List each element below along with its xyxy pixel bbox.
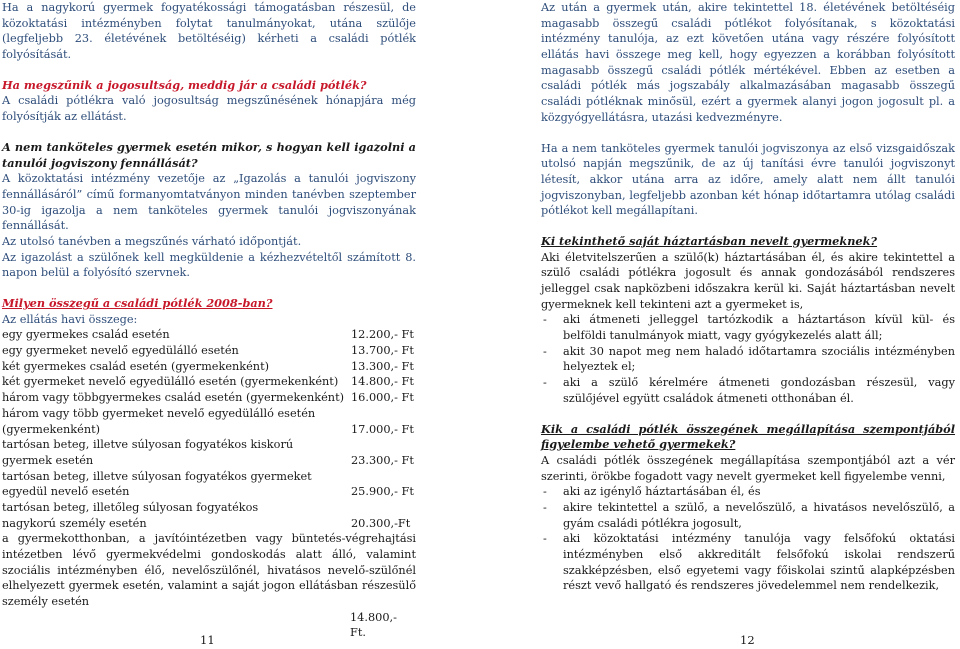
eligible-children-list [541,484,955,594]
heading-entitlement-end: Ha megszűnik a jogosultság, meddig jár a családi pótlék? [2,77,367,92]
amount-row [2,359,416,375]
household-conditions-list [541,312,955,406]
list-item: - aki közoktatási intézmény tanulója vagy felsőfokú oktatási intézményben első akkreditált felsőfokú iskolai rendszerű szakképzésben, első egyetemi vagy főiskolai szintű alapképzésben részt vevő hallgató és rendszeres jövedelemmel nem rendelkezik, [541,531,955,594]
amount-row [2,469,416,500]
amount-label [2,437,351,468]
paragraph-student-status: A közoktatási intézmény vezetője az „Igazolás a tanulói jogviszony fennállásáról” című formanyomtatványon minden tanévben szeptember 30-ig igazolja a nem tanköteles gyermek tanulói jogviszonyának fennállását. [2,172,416,233]
amount-label-line: három vagy több gyermeket nevelő egyedülálló esetén [2,406,316,420]
list-item: - akit 30 napot meg nem haladó időtartamra szociális intézményben helyeztek el; [541,344,955,375]
amount-row [2,327,416,343]
left-page-column [2,0,416,641]
amount-value: 14.800,- Ft [351,375,414,389]
heading-household-child: Ki tekinthető saját háztartásban nevelt gyermeknek? [541,233,878,248]
list-item: - aki átmeneti jelleggel tartózkodik a háztartáson kívül kül- és belföldi tanulmányok miatt, vagy gyógykezelés alatt áll; [541,312,955,343]
amount-label [2,374,351,390]
amount-value: 20.300,-Ft [351,516,411,530]
amount-value: 25.900,- Ft [351,485,414,499]
amount-label-line: egy gyermeket nevelő egyedülálló esetén [2,344,239,358]
amount-label-line: (gyermekenként) [2,422,101,436]
amount-row [2,437,416,468]
amount-row [2,390,416,406]
amount-label-line: három vagy többgyermekes család esetén (gyermekenként) [2,391,345,405]
list-item: - akire tekintettel a szülő, a nevelőszülő, a hivatásos nevelőszülő, a gyám családi pótlékra jogosult, [541,500,955,531]
heading-eligible-children: Kik a családi pótlék összegének megállapítása szempontjából figyelembe vehető gyermekek? [541,421,955,452]
paragraph-last-year: Az utolsó tanévben a megszűnés várható időpontját. [2,234,302,248]
amount-row [2,374,416,390]
amount-value: 13.700,- Ft [351,344,414,358]
amount-row [2,406,416,437]
amount-label-line: nagykorú személy esetén [2,516,147,530]
amount-label [2,390,351,406]
amount-row [2,500,416,531]
amount-label [2,343,351,359]
amount-label-line: egy gyermekes család esetén [2,328,170,342]
amount-label [2,327,351,343]
amount-label [2,359,351,375]
amount-value: 17.000,- Ft [351,422,414,436]
amount-label-line: tartósan beteg, illetve súlyosan fogyatékos kiskorú [2,438,294,452]
amounts-intro: Az ellátás havi összege: [2,312,138,326]
paragraph-eligible-children: A családi pótlék összegének megállapítása szempontjából azt a vér szerinti, örökbe fogadott vagy nevelt gyermeket kell figyelembe venni, [541,453,955,483]
paragraph-certificate-deadline: Az igazolást a szülőnek kell megküldenie a kézhezvételtől számított 8. napon belül a folyósító szervnek. [2,250,416,280]
amount-value: 12.200,- Ft [351,328,414,342]
page-number-left: 11 [200,633,215,647]
amount-label [2,469,351,500]
institution-amount: 14.800,- Ft. [350,610,397,640]
amount-label [2,406,351,437]
right-page-column [541,0,955,594]
amount-value: 23.300,- Ft [351,453,414,467]
amount-table [2,327,416,531]
page-number-right: 12 [740,633,755,647]
paragraph-higher-amount: Az után a gyermek után, akire tekintettel 18. életévének betöltéséig magasabb összegű családi pótlékot folyósítanak, s közoktatási intézmény tanulója, az ezt követően utána vagy részére folyósított ellátás havi összege meg kell, hogy egyezzen a korábban folyósított magasabb összegű családi pótlék mértékével. Ebben az esetben a családi pótlék más jogszabály alkalmazásában magasabb összegű családi pótléknak minősül, ezért a gyermek alanyi jogon jogosult pl. a közgyógyellátásra, utazási kedvezményre. [541,1,955,124]
heading-amounts-2008: Milyen összegű a családi pótlék 2008-ban? [2,296,273,310]
intro-paragraph: Ha a nagykorú gyermek fogyatékossági támogatásban részesül, de közoktatási intézményben folytat tanulmányokat, utána szülője (legfeljebb 23. életévének betöltéséig) kérheti a családi pótlék folyósítását. [2,1,416,62]
paragraph-entitlement-end: A családi pótlékra való jogosultság megszűnésének hónapjára még folyósítják az ellátást. [2,94,416,124]
paragraph-household-child: Aki életvitelszerűen a szülő(k) háztartásában él, és akire tekintettel a szülő családi pótlékra jogosult és annak gondozásából rendszeres jelleggel csak napközbeni időszakra kerül ki. Saját háztartásban nevelt gyermeknek kell tekinteni azt a gyermeket is, [541,250,955,311]
institution-paragraph: a gyermekotthonban, a javítóintézetben vagy büntetés-végrehajtási intézetben lévő gyermekvédelmi gondoskodás alatt álló, valamint szociális intézményben élő, nevelőszülőnél, hivatásos nevelő-szülőnél elhelyezett gyermek esetén, valamint a saját jogon ellátásban részesülő személy esetén [2,532,416,609]
amount-label-line: két gyermekes család esetén (gyermekenként) [2,359,270,373]
list-item: - aki az igénylő háztartásában él, és [541,484,955,500]
amount-label-line: gyermek esetén [2,453,94,467]
amount-label-line: egyedül nevelő esetén [2,485,130,499]
list-item: - aki a szülő kérelmére átmeneti gondozásban részesül, vagy szülőjével együtt családok átmeneti otthonában él. [541,375,955,406]
heading-student-status: A nem tanköteles gyermek esetén mikor, s hogyan kell igazolni a tanulói jogviszony fennállását? [2,139,416,170]
amount-label-line: tartósan beteg, illetve súlyosan fogyatékos gyermeket [2,469,312,483]
amount-value: 16.000,- Ft [351,391,414,405]
amount-label-line: tartósan beteg, illetőleg súlyosan fogyatékos [2,500,259,514]
amount-row [2,343,416,359]
paragraph-first-exam-period: Ha a nem tanköteles gyermek tanulói jogviszonya az első vizsgaidőszak utolsó napján megszűnik, de az új tanítási évre tanulói jogviszonyt létesít, akkor utána arra az időre, amely alatt nem állt tanulói jogviszonyban, legfeljebb azonban két hónap időtartamra utólag családi pótlékot kell megállapítani. [541,141,955,218]
amount-value: 13.300,- Ft [351,359,414,373]
amount-label-line: két gyermeket nevelő egyedülálló esetén (gyermekenként) [2,375,339,389]
amount-label [2,500,351,531]
